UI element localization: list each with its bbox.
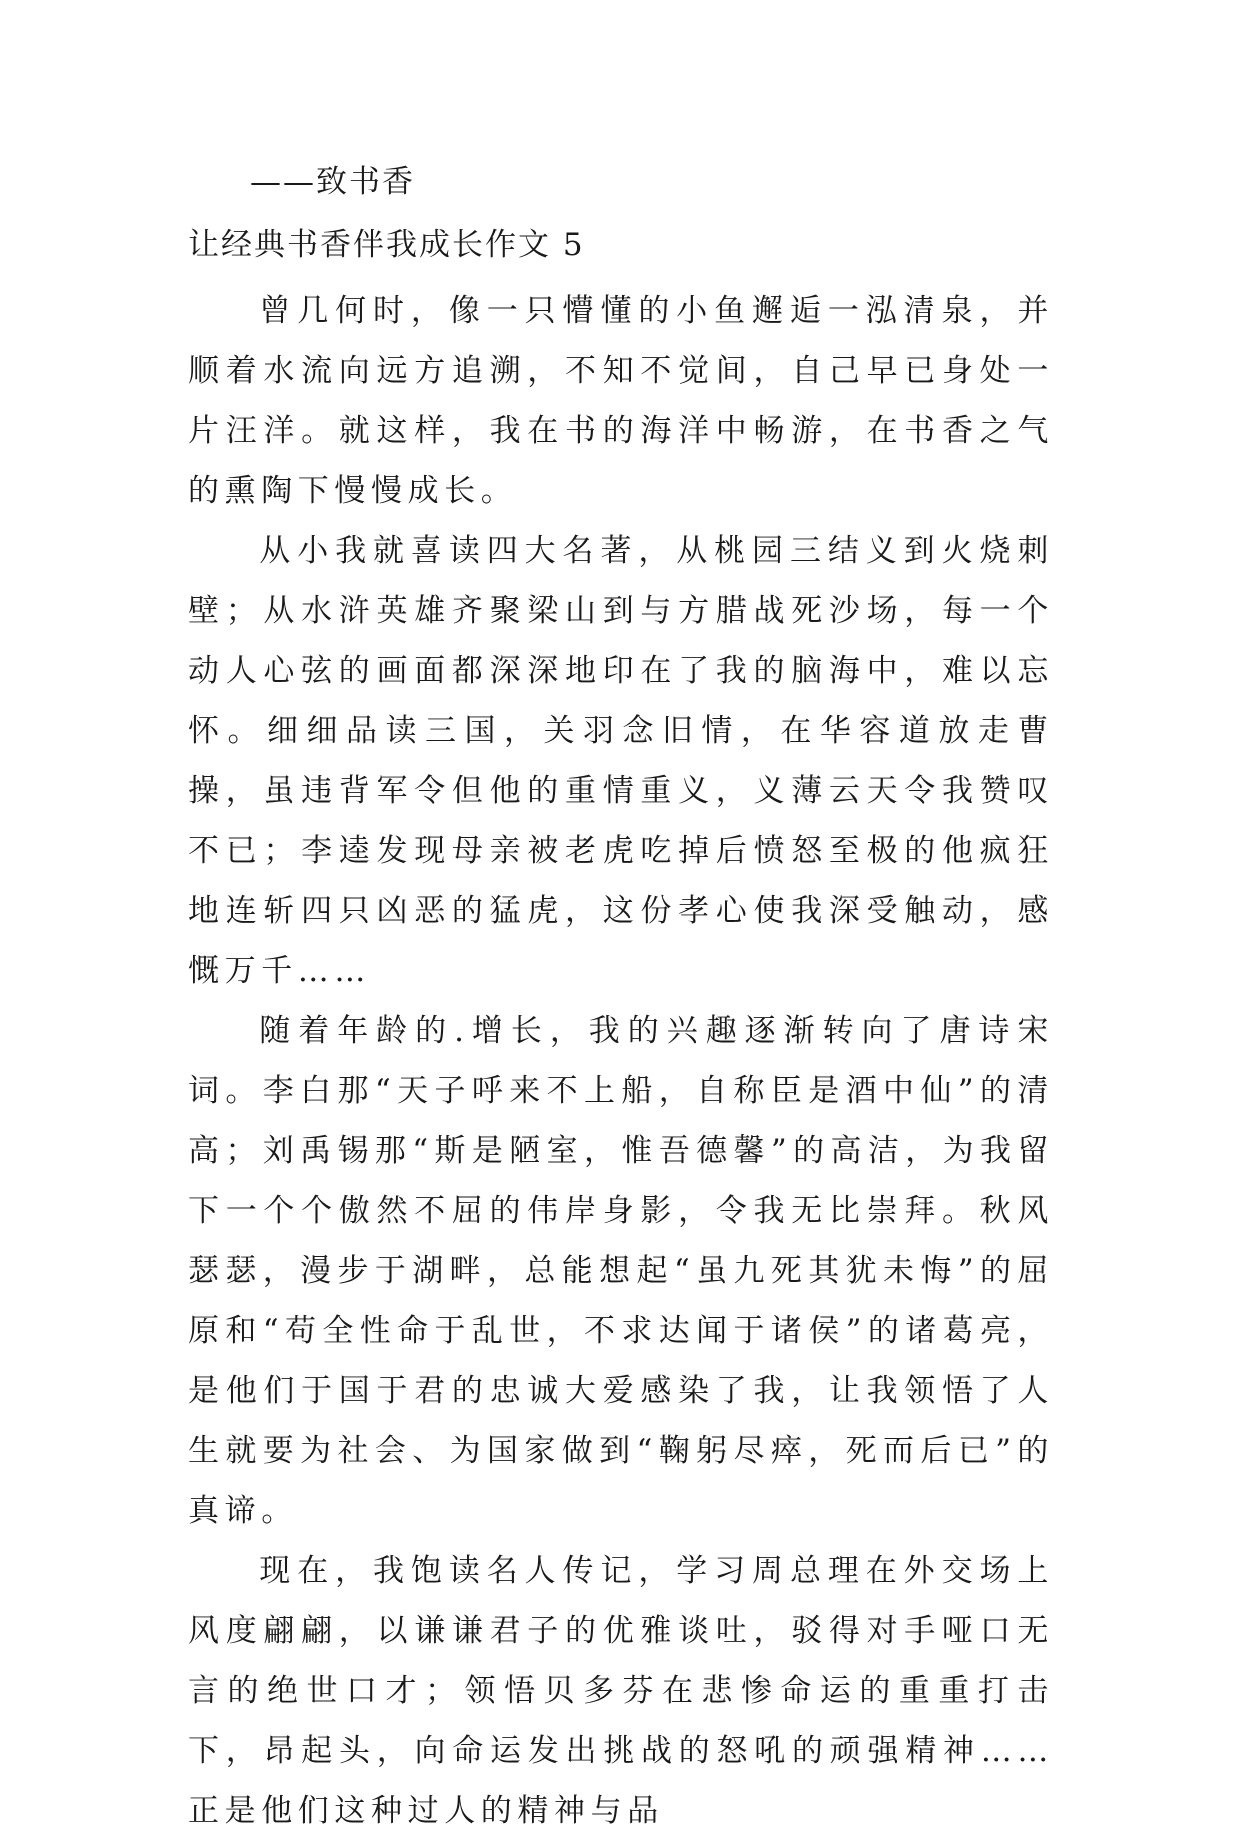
- paragraph-1: 曾几何时，像一只懵懂的小鱼邂逅一泓清泉，并顺着水流向远方追溯，不知不觉间，自己早已身处一片汪洋。就这样，我在书的海洋中畅游，在书香之气的熏陶下慢慢成长。: [188, 293, 1054, 509]
- essay-body: [188, 281, 1054, 1841]
- paragraph-2: 从小我就喜读四大名著，从桃园三结义到火烧刺壁；从水浒英雄齐聚梁山到与方腊战死沙场，每一个动人心弦的画面都深深地印在了我的脑海中，难以忘怀。细细品读三国，关羽念旧情，在华容道放走曹操，虽违背军令但他的重情重义，义薄云天令我赞叹不已；李逵发现母亲被老虎吃掉后愤怒至极的他疯狂地连斩四只凶恶的猛虎，这份孝心使我深受触动，感慨万千……: [188, 533, 1054, 989]
- paragraph-3: 随着年龄的.增长，我的兴趣逐渐转向了唐诗宋词。李白那“天子呼来不上船，自称臣是酒中仙”的清高；刘禹锡那“斯是陋室，惟吾德馨”的高洁，为我留下一个个傲然不屈的伟岸身影，令我无比崇拜。秋风瑟瑟，漫步于湖畔，总能想起“虽九死其犹未悔”的屈原和“苟全性命于乱世，不求达闻于诸侯”的诸葛亮，是他们于国于君的忠诚大爱感染了我，让我领悟了人生就要为社会、为国家做到“鞠躬尽瘁，死而后已”的真谛。: [188, 1013, 1054, 1529]
- signoff-line: ——致书香: [250, 164, 415, 200]
- paragraph-4: 现在，我饱读名人传记，学习周总理在外交场上风度翩翩，以谦谦君子的优雅谈吐，驳得对手哑口无言的绝世口才；领悟贝多芬在悲惨命运的重重打击下，昂起头，向命运发出挑战的怒吼的顽强精神……正是他们这种过人的精神与品: [188, 1553, 1054, 1829]
- essay-title: 让经典书香伴我成长作文 5: [188, 227, 585, 263]
